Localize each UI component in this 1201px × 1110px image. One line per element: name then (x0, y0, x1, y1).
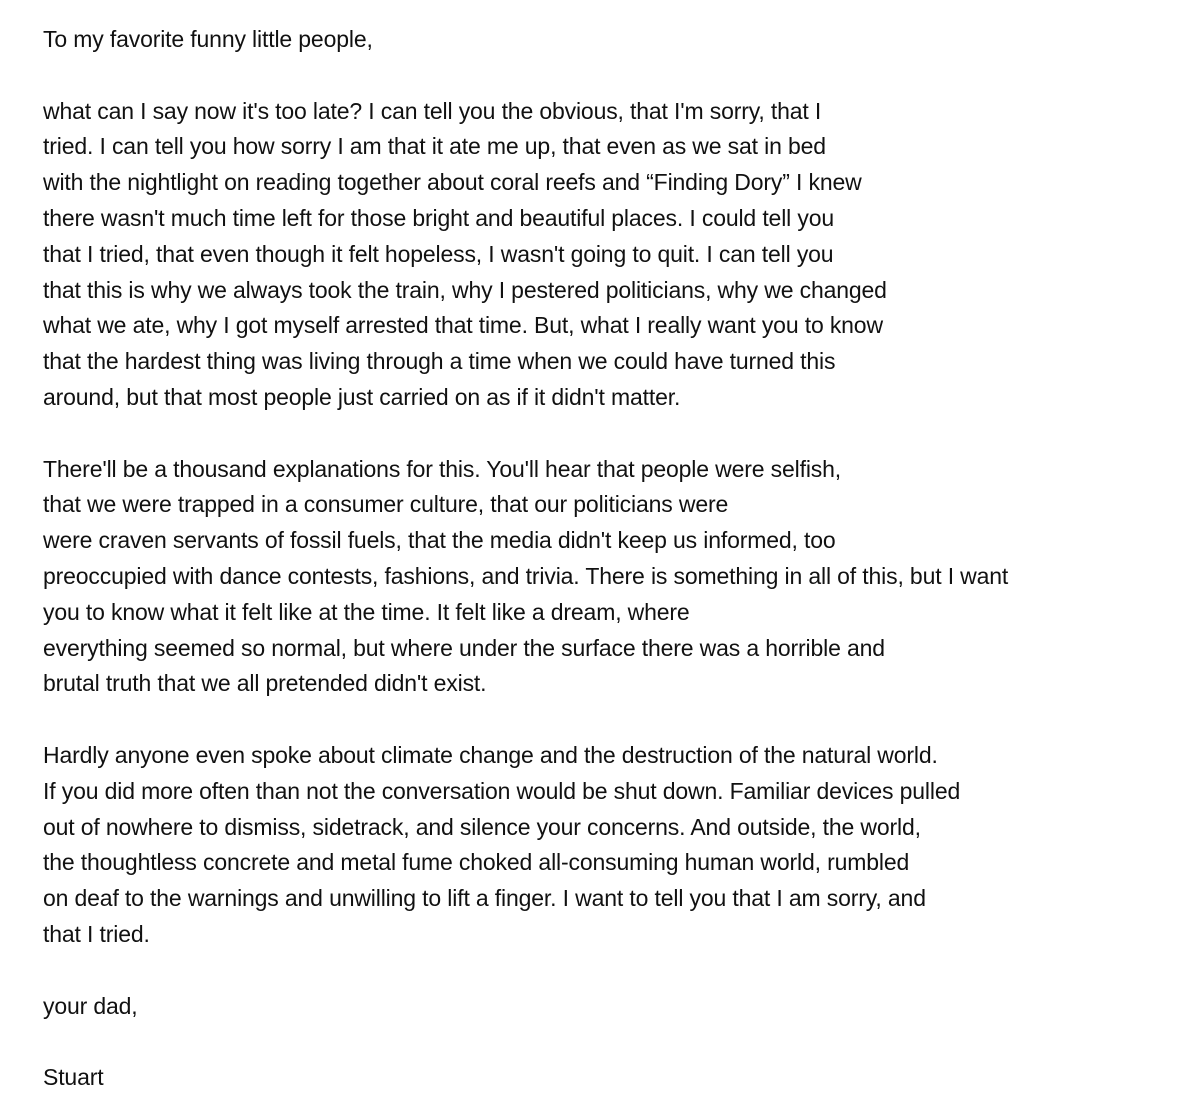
paragraph-3 (43, 738, 1193, 953)
paragraph-gap (43, 1024, 1193, 1060)
closing: your dad, (43, 992, 138, 1019)
paragraph-line: preoccupied with dance contests, fashions, and trivia. There is something in all of this, but I want (43, 562, 1009, 589)
paragraph-line: on deaf to the warnings and unwilling to lift a finger. I want to tell you that I am sorry, and (43, 885, 926, 912)
paragraph-line: There'll be a thousand explanations for this. You'll hear that people were selfish, (43, 455, 842, 482)
paragraph-line: were craven servants of fossil fuels, that the media didn't keep us informed, too (43, 527, 836, 554)
paragraph-line: that I tried. (43, 920, 150, 947)
paragraph-line: around, but that most people just carried on as if it didn't matter. (43, 383, 681, 410)
paragraph-line: you to know what it felt like at the time. It felt like a dream, where (43, 598, 690, 625)
paragraph-line: If you did more often than not the conversation would be shut down. Familiar devices pulled (43, 777, 961, 804)
paragraph-gap (43, 416, 1193, 452)
paragraph-line: that we were trapped in a consumer culture, that our politicians were (43, 491, 729, 518)
paragraph-line: that this is why we always took the train, why I pestered politicians, why we changed (43, 276, 887, 303)
signature: Stuart (43, 1064, 104, 1091)
paragraph-gap (43, 58, 1193, 94)
paragraph-line: there wasn't much time left for those bright and beautiful places. I could tell you (43, 204, 834, 231)
paragraph-2 (43, 452, 1193, 703)
paragraph-line: the thoughtless concrete and metal fume choked all-consuming human world, rumbled (43, 849, 910, 876)
paragraph-line: Hardly anyone even spoke about climate change and the destruction of the natural world. (43, 741, 938, 768)
paragraph-line: what can I say now it's too late? I can tell you the obvious, that I'm sorry, that I (43, 97, 822, 124)
paragraph-line: that the hardest thing was living through a time when we could have turned this (43, 348, 836, 375)
paragraph-1 (43, 94, 1193, 416)
letter-body (43, 22, 1193, 1096)
paragraph-line: brutal truth that we all pretended didn't exist. (43, 670, 487, 697)
paragraph-line: what we ate, why I got myself arrested that time. But, what I really want you to know (43, 312, 883, 339)
paragraph-line: that I tried, that even though it felt hopeless, I wasn't going to quit. I can tell you (43, 240, 834, 267)
paragraph-gap (43, 953, 1193, 989)
paragraph-line: out of nowhere to dismiss, sidetrack, and silence your concerns. And outside, the world, (43, 813, 921, 840)
paragraph-gap (43, 702, 1193, 738)
paragraph-line: with the nightlight on reading together about coral reefs and “Finding Dory” I knew (43, 169, 862, 196)
salutation: To my favorite funny little people, (43, 26, 373, 52)
paragraph-line: tried. I can tell you how sorry I am that it ate me up, that even as we sat in bed (43, 133, 826, 160)
paragraph-line: everything seemed so normal, but where under the surface there was a horrible and (43, 634, 885, 661)
